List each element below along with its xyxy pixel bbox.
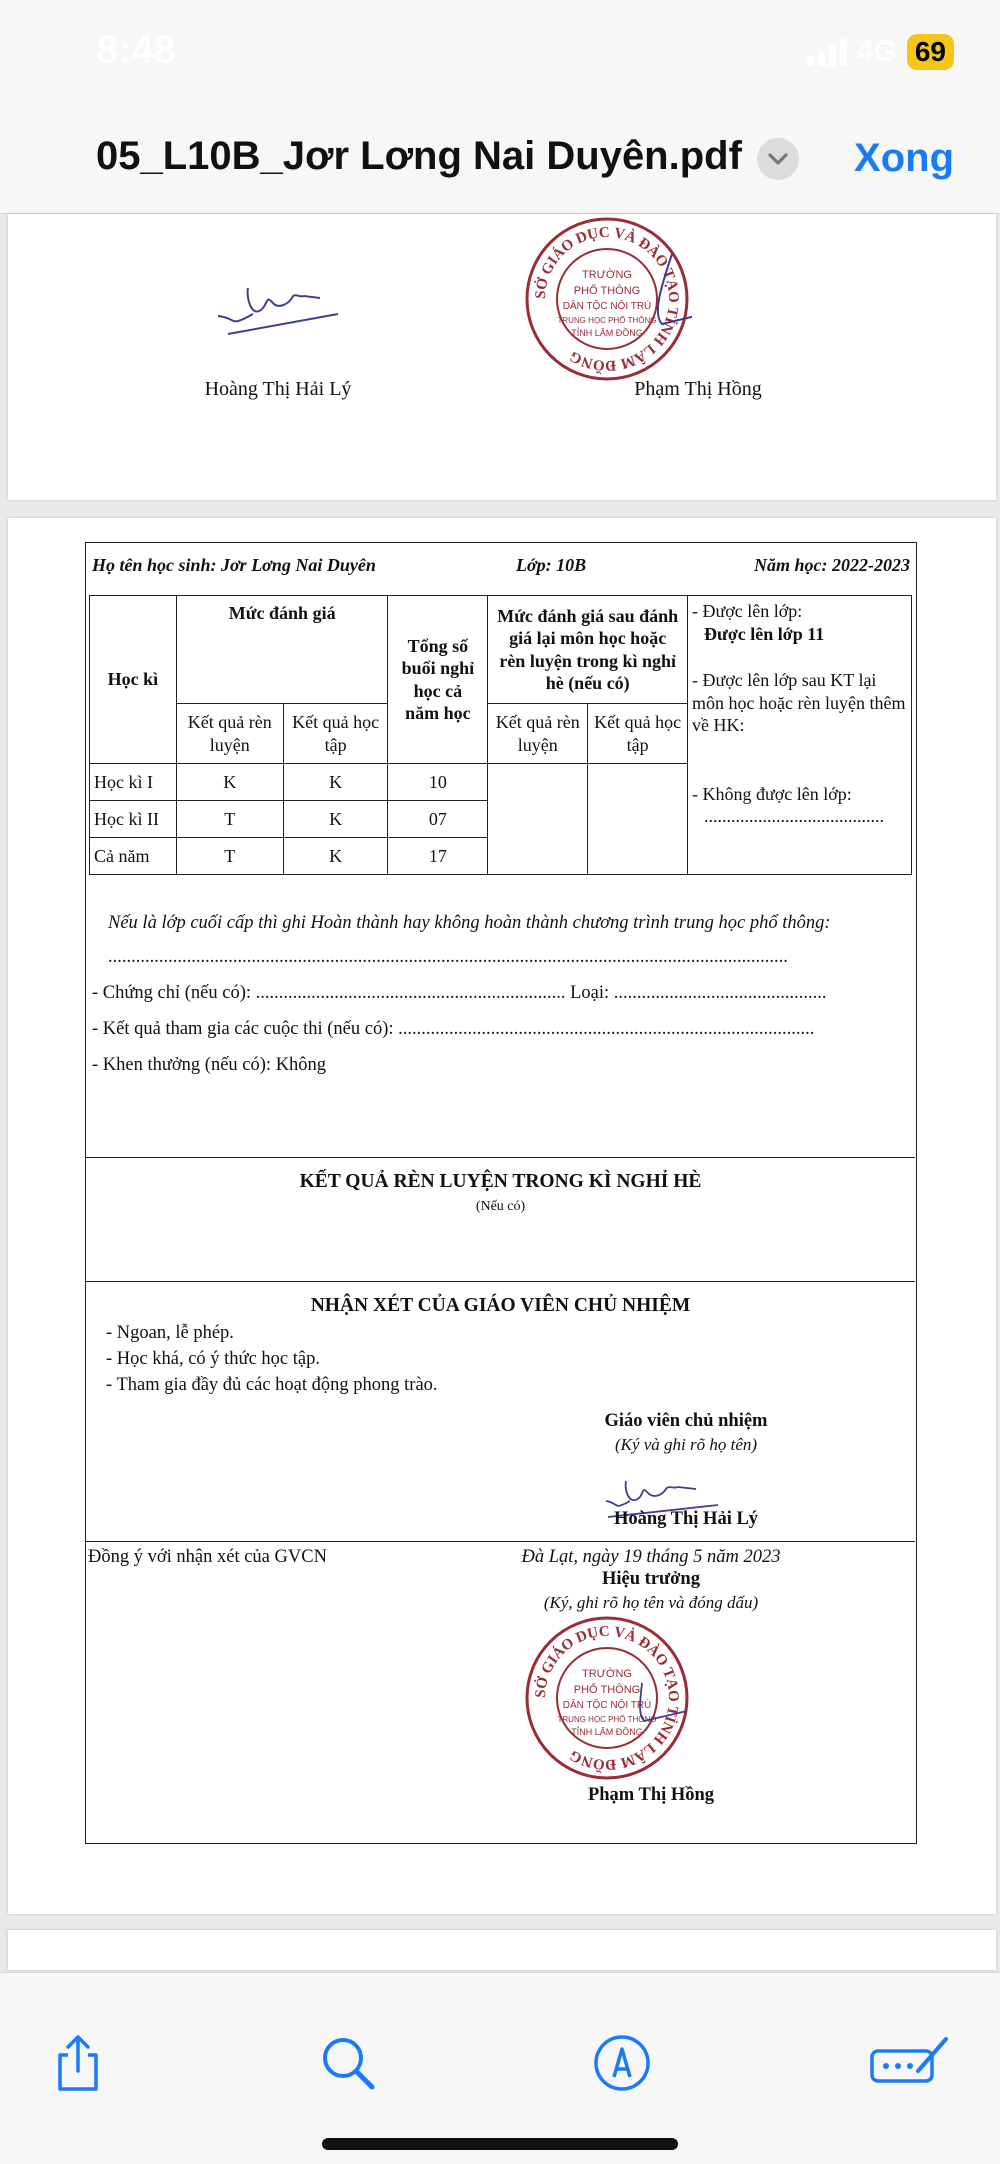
- bottom-toolbar: [0, 1972, 1000, 2164]
- header-term: Học kì: [90, 596, 177, 764]
- school-stamp: [522, 1613, 692, 1783]
- award-line: - Khen thưởng (nếu có): Không: [92, 1055, 327, 1075]
- study-cell: K: [283, 764, 388, 801]
- status-bar: [0, 0, 1000, 110]
- reassess-study-cell: [588, 764, 688, 875]
- edit-icon: [868, 2033, 952, 2093]
- document-title[interactable]: 05_L10B_Jơr Lơng Nai Duyên.pdf: [96, 134, 742, 178]
- svg-text:SỞ GIÁO DỤC VÀ ĐÀO TẠO TỈNH LÂ: SỞ GIÁO DỤC VÀ ĐÀO TẠO TỈNH LÂM ĐỒNG: [532, 1623, 682, 1773]
- share-button[interactable]: [48, 2033, 108, 2093]
- agree-line: Đồng ý với nhận xét của GVCN: [88, 1547, 327, 1567]
- divider: [86, 1157, 915, 1158]
- pdf-page-previous: [8, 214, 996, 500]
- absences-cell: 07: [388, 801, 488, 838]
- markup-button[interactable]: [592, 2033, 652, 2093]
- comment-line: - Học khá, có ý thức học tập.: [106, 1349, 320, 1369]
- certificate-line: - Chứng chỉ (nếu có): ................................................................... Loại: ..............................................: [92, 983, 827, 1003]
- comment-line: - Ngoan, lễ phép.: [106, 1323, 234, 1343]
- svg-text:TRUNG HỌC PHỔ THÔNG: TRUNG HỌC PHỔ THÔNG: [557, 316, 657, 325]
- training-cell: K: [176, 764, 283, 801]
- reassess-training-cell: [488, 764, 588, 875]
- teacher-sign-note: (Ký và ghi rõ họ tên): [614, 1435, 758, 1454]
- teacher-comment-title: NHẬN XÉT CỦA GIÁO VIÊN CHỦ NHIỆM: [310, 1295, 691, 1316]
- svg-text:TRUNG HỌC PHỔ THÔNG: TRUNG HỌC PHỔ THÔNG: [557, 1715, 657, 1724]
- term-cell: Học kì I: [90, 764, 177, 801]
- teacher-role: Giáo viên chủ nhiệm: [604, 1411, 768, 1431]
- svg-text:TỈNH LÂM ĐỒNG: TỈNH LÂM ĐỒNG: [571, 328, 643, 338]
- teacher-name: Hoàng Thị Hải Lý: [613, 1509, 759, 1529]
- principal-sign-note: (Ký, ghi rõ họ tên và đóng dấu): [543, 1593, 759, 1612]
- date-line: Đà Lạt, ngày 19 tháng 5 năm 2023: [521, 1547, 781, 1567]
- right-signer-name: Phạm Thị Hồng: [634, 378, 762, 400]
- edit-button[interactable]: [868, 2033, 952, 2093]
- completion-note: Nếu là lớp cuối cấp thì ghi Hoàn thành hay không hoàn thành chương trình trung học phổ thông:: [108, 913, 831, 933]
- principal-role: Hiệu trưởng: [602, 1569, 700, 1589]
- term-cell: Học kì II: [90, 801, 177, 838]
- header-training-2: Kết quả rèn luyện: [488, 704, 588, 764]
- header-study: Kết quả học tập: [283, 704, 388, 764]
- training-cell: T: [176, 801, 283, 838]
- absences-cell: 10: [388, 764, 488, 801]
- done-button[interactable]: Xong: [854, 136, 954, 180]
- svg-text:DÂN TỘC NỘI TRÚ: DÂN TỘC NỘI TRÚ: [562, 1700, 652, 1711]
- promotion-value: Được lên lớp 11: [704, 623, 825, 644]
- pdf-page-current: [8, 518, 996, 1914]
- promotion-after-retest: - Được lên lớp sau KT lại môn học hoặc rèn luyện thêm về HK:: [692, 670, 906, 735]
- header-study-2: Kết quả học tập: [588, 704, 688, 764]
- absences-cell: 17: [388, 838, 488, 875]
- search-button[interactable]: [318, 2033, 378, 2093]
- battery-badge: 69: [907, 34, 954, 70]
- svg-text:TRƯỜNG: TRƯỜNG: [582, 1668, 632, 1680]
- training-cell: T: [176, 838, 283, 875]
- comment-line: - Tham gia đầy đủ các hoạt động phong trào.: [106, 1375, 438, 1395]
- student-name: Họ tên học sinh: Jơr Lơng Nai Duyên: [92, 555, 376, 575]
- nav-bar: [0, 110, 1000, 214]
- not-promoted-dots: ........................................: [704, 806, 885, 826]
- left-signer-name: Hoàng Thị Hải Lý: [204, 378, 352, 400]
- svg-text:PHỔ THÔNG: PHỔ THÔNG: [573, 1684, 641, 1696]
- summer-section-note: (Nếu có): [475, 1199, 526, 1214]
- header-assessment: Mức đánh giá: [176, 596, 388, 704]
- study-cell: K: [283, 838, 388, 875]
- promotion-label: - Được lên lớp:: [692, 601, 803, 621]
- signal-icon: [807, 38, 847, 66]
- report-card-frame: [85, 542, 917, 1844]
- class-label: Lớp: 10B: [516, 555, 587, 575]
- svg-text:TRƯỜNG: TRƯỜNG: [582, 269, 632, 281]
- summer-section-title: KẾT QUẢ RÈN LUYỆN TRONG KÌ NGHỈ HÈ: [299, 1171, 702, 1192]
- header-absences: Tổng số buổi nghỉ học cả năm học: [388, 596, 488, 764]
- svg-text:PHỔ THÔNG: PHỔ THÔNG: [573, 285, 641, 297]
- home-indicator: [322, 2138, 678, 2150]
- search-icon: [318, 2033, 378, 2093]
- school-stamp: [522, 214, 692, 384]
- pdf-page-next: [8, 1930, 996, 1970]
- share-icon: [48, 2033, 108, 2093]
- signature-image: [208, 258, 348, 338]
- svg-text:SỞ GIÁO DỤC VÀ ĐÀO TẠO TỈNH LÂ: SỞ GIÁO DỤC VÀ ĐÀO TẠO TỈNH LÂM ĐỒNG: [532, 224, 682, 374]
- header-reassess: Mức đánh giá sau đánh giá lại môn học hoặc rèn luyện trong kì nghỉ hè (nếu có): [488, 596, 688, 704]
- divider: [86, 1541, 915, 1542]
- title-menu-button[interactable]: [757, 138, 799, 180]
- promotion-cell: [688, 596, 912, 875]
- header-training: Kết quả rèn luyện: [176, 704, 283, 764]
- school-year: Năm học: 2022-2023: [754, 555, 910, 575]
- status-time: 8:48: [96, 28, 177, 72]
- principal-name: Phạm Thị Hồng: [587, 1785, 715, 1805]
- svg-text:DÂN TỘC NỘI TRÚ: DÂN TỘC NỘI TRÚ: [562, 301, 652, 312]
- term-cell: Cả năm: [90, 838, 177, 875]
- study-cell: K: [283, 801, 388, 838]
- network-type: 4G: [856, 35, 897, 68]
- completion-dots: ...................................................................................................................................................: [108, 947, 788, 967]
- divider: [86, 1281, 915, 1282]
- markup-icon: [592, 2033, 652, 2093]
- svg-text:TỈNH LÂM ĐỒNG: TỈNH LÂM ĐỒNG: [571, 1727, 643, 1737]
- grades-table: [89, 595, 912, 875]
- not-promoted-label: - Không được lên lớp:: [692, 783, 852, 804]
- competition-line: - Kết quả tham gia các cuộc thi (nếu có): ..........................................................................................: [92, 1019, 815, 1039]
- status-indicators: [807, 34, 954, 70]
- chevron-down-icon: [767, 152, 789, 166]
